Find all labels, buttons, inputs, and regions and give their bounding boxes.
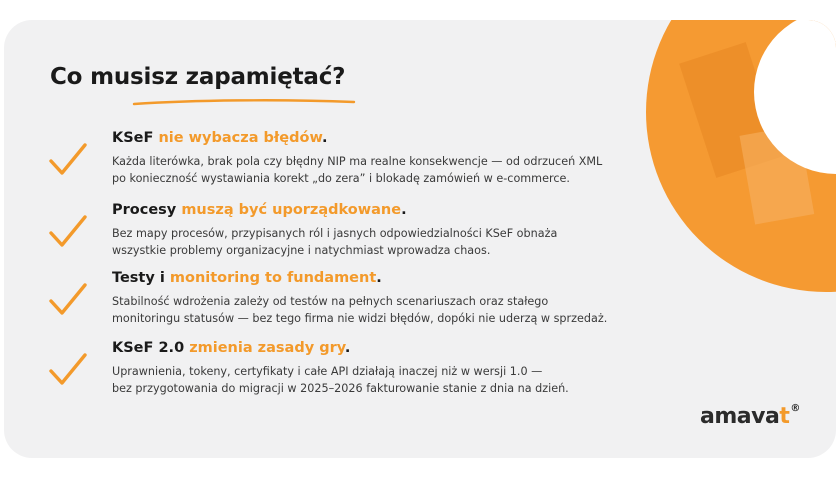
description-line: bez przygotowania do migracji w 2025–2026 fakturowanie stanie z dnia na dzień. — [112, 382, 569, 395]
description-line: Bez mapy procesów, przypisanych ról i jasnych odpowiedzialności KSeF obnaża — [112, 227, 558, 240]
check-icon — [48, 214, 88, 250]
item-description — [112, 363, 672, 397]
item-description — [112, 293, 672, 327]
title-underline — [132, 96, 357, 108]
item-heading: Procesy muszą być uporządkowane. — [112, 202, 407, 218]
check-icon — [48, 142, 88, 178]
check-icon — [48, 282, 88, 318]
item-heading: KSeF nie wybacza błędów. — [112, 130, 328, 146]
description-line: Stabilność wdrożenia zależy od testów na pełnych scenariuszach oraz stałego — [112, 295, 549, 308]
description-line: wszystkie problemy organizacyjne i natychmiast wprowadza chaos. — [112, 244, 491, 257]
description-line: monitoringu statusów — bez tego firma nie widzi błędów, dopóki nie uderzą w sprzedaż. — [112, 312, 608, 325]
description-line: po konieczność wystawiania korekt „do zera” i blokadę zamówień w e-commerce. — [112, 172, 570, 185]
item-heading: Testy i monitoring to fundament. — [112, 270, 382, 286]
item-heading: KSeF 2.0 zmienia zasady gry. — [112, 340, 351, 356]
item-description — [112, 153, 672, 187]
description-line: Każda literówka, brak pola czy błędny NIP ma realne konsekwencje — od odrzuceń XML — [112, 155, 603, 168]
brand-logo: amavat® — [700, 403, 800, 429]
page-title: Co musisz zapamiętać? — [50, 64, 346, 90]
description-line: Uprawnienia, tokeny, certyfikaty i całe API działają inaczej niż w wersji 1.0 — — [112, 365, 543, 378]
item-description — [112, 225, 672, 259]
check-icon — [48, 352, 88, 388]
